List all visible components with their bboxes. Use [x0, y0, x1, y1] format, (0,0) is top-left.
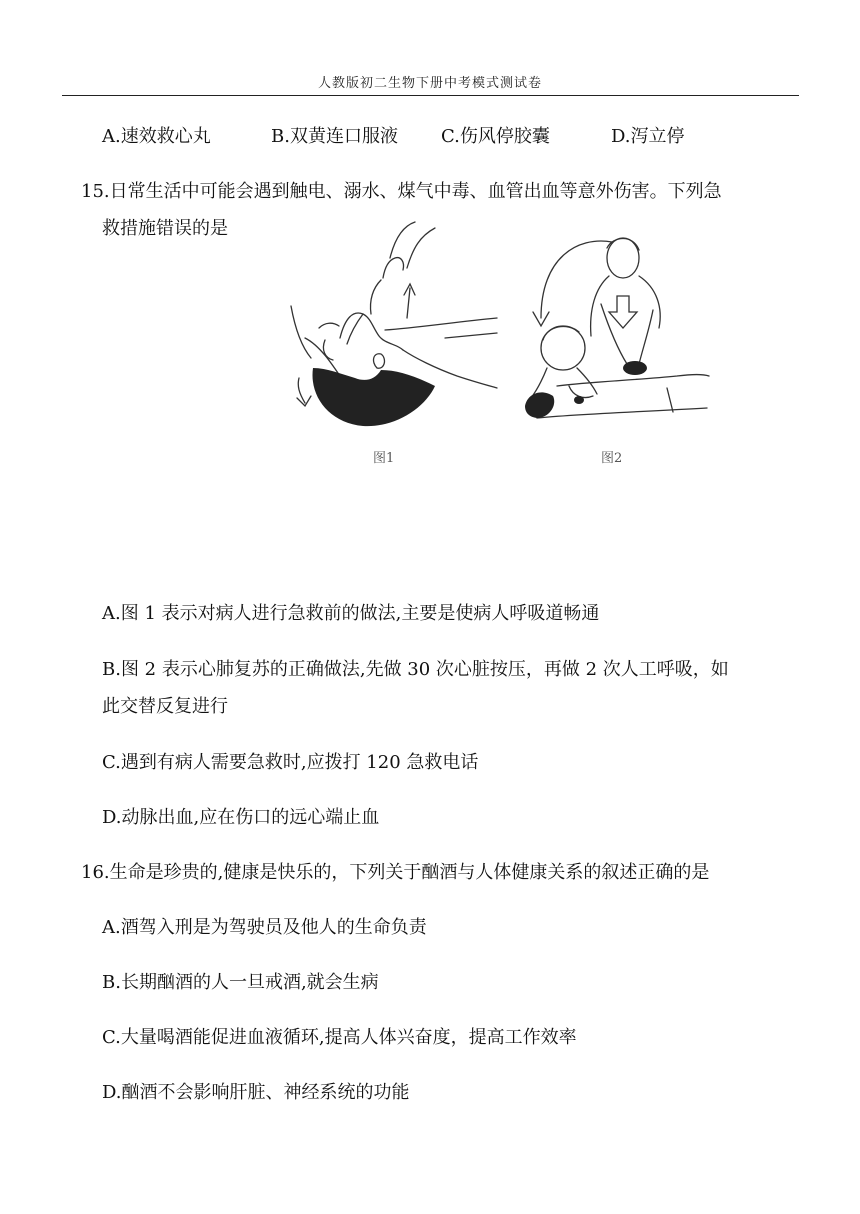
q15-option-c[interactable]: C.遇到有病人需要急救时,应拨打 120 急救电话 — [102, 752, 479, 773]
figure-1-caption: 图1 — [373, 451, 395, 466]
q16-option-d[interactable]: D.酗酒不会影响肝脏、神经系统的功能 — [102, 1082, 410, 1103]
q15-option-d[interactable]: D.动脉出血,应在伤口的远心端止血 — [102, 807, 380, 828]
q16-option-c[interactable]: C.大量喝酒能促进血液循环,提高人体兴奋度，提高工作效率 — [102, 1027, 577, 1048]
q16-option-b[interactable]: B.长期酗酒的人一旦戒酒,就会生病 — [102, 972, 379, 993]
header-rule — [62, 95, 799, 96]
page-header: 人教版初二生物下册中考模式测试卷 — [317, 76, 542, 91]
figure-1-head-tilt-illustration — [285, 218, 515, 438]
q16-stem: 16.生命是珍贵的,健康是快乐的，下列关于酗酒与人体健康关系的叙述正确的是 — [81, 862, 710, 883]
q15-stem-line1: 15.日常生活中可能会遇到触电、溺水、煤气中毒、血管出血等意外伤害。下列急 — [81, 181, 722, 202]
q15-option-a[interactable]: A.图 1 表示对病人进行急救前的做法,主要是使病人呼吸道畅通 — [102, 603, 600, 624]
q16-option-a[interactable]: A.酒驾入刑是为驾驶员及他人的生命负责 — [102, 917, 427, 938]
q14-options-row — [0, 125, 860, 149]
figure-2-caption: 图2 — [601, 451, 623, 466]
q14-option-a[interactable]: A.速效救心丸 — [102, 126, 211, 147]
q14-option-d[interactable]: D.泻立停 — [611, 126, 685, 147]
q15-option-b-line1[interactable]: B.图 2 表示心肺复苏的正确做法,先做 30 次心脏按压，再做 2 次人工呼吸，如 — [102, 659, 729, 680]
q14-option-c[interactable]: C.伤风停胶囊 — [441, 126, 550, 147]
q14-option-b[interactable]: B.双黄连口服液 — [271, 126, 398, 147]
q15-option-b-line2[interactable]: 此交替反复进行 — [102, 696, 228, 717]
figure-2-cpr-illustration — [517, 218, 712, 438]
q15-stem-line2: 救措施错误的是 — [102, 218, 228, 239]
